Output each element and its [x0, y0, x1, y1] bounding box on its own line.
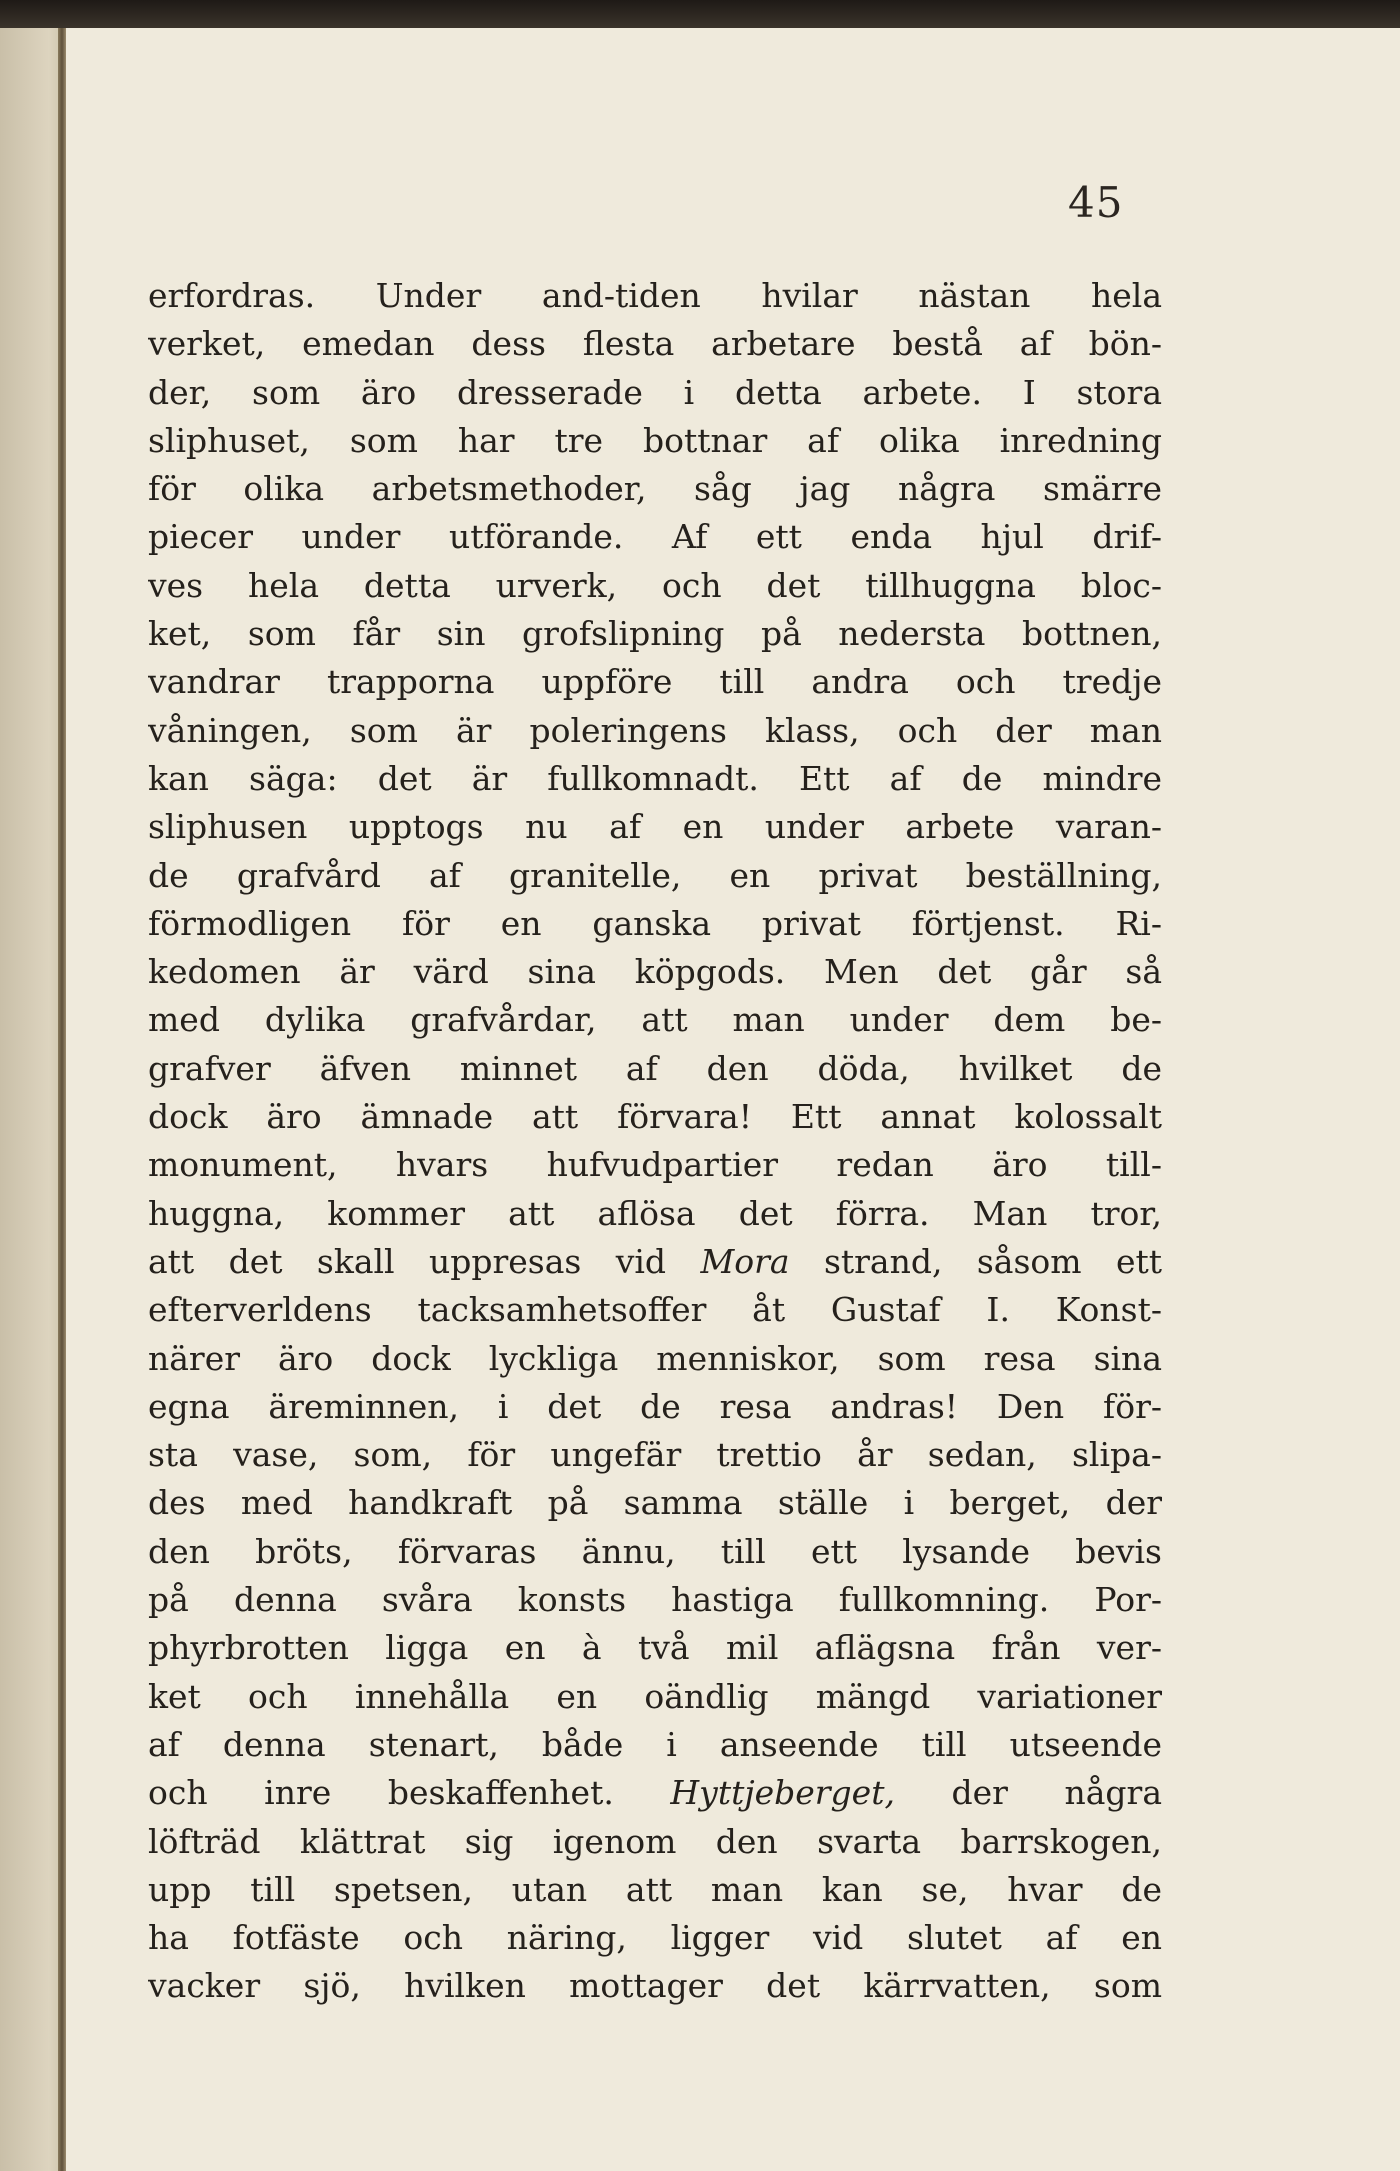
text-line: der, som äro dresserade i detta arbete. I stora	[148, 372, 1162, 412]
text-segment: att det skall uppresas vid	[148, 1241, 701, 1281]
text-line: vacker sjö, hvilken mottager det kärrvatten, som	[148, 1966, 1162, 2006]
text-line: verket, emedan dess flesta arbetare bestå af bön-	[148, 324, 1162, 364]
text-line: piecer under utförande. Af ett enda hjul drif-	[148, 517, 1162, 557]
text-line: phyrbrotten ligga en à två mil aflägsna från ver-	[148, 1628, 1162, 1668]
text-line: våningen, som är poleringens klass, och der man	[148, 710, 1162, 750]
text-line: de grafvård af granitelle, en privat beställning,	[148, 855, 1162, 895]
text-line: grafver äfven minnet af den döda, hvilket de	[148, 1048, 1162, 1088]
book-spine	[58, 28, 66, 2171]
text-line: sta vase, som, för ungefär trettio år sedan, slipa-	[148, 1435, 1162, 1475]
page-number: 45	[1068, 178, 1124, 227]
text-line: sliphusen upptogs nu af en under arbete varan-	[148, 807, 1162, 847]
text-line: förmodligen för en ganska privat förtjenst. Ri-	[148, 903, 1162, 943]
text-line: närer äro dock lyckliga menniskor, som resa sina	[148, 1338, 1162, 1378]
text-line: monument, hvars hufvudpartier redan äro till-	[148, 1145, 1162, 1185]
text-line: på denna svåra konsts hastiga fullkomning. Por-	[148, 1580, 1162, 1620]
text-line: den bröts, förvaras ännu, till ett lysande bevis	[148, 1531, 1162, 1571]
body-text	[148, 272, 1162, 2011]
italic-place-name: Mora	[700, 1241, 790, 1281]
text-line: löfträd klättrat sig igenom den svarta barrskogen,	[148, 1821, 1162, 1861]
text-line: ket och innehålla en oändlig mängd variationer	[148, 1676, 1162, 1716]
text-line	[148, 1769, 1162, 1817]
text-line: kan säga: det är fullkomnadt. Ett af de mindre	[148, 758, 1162, 798]
text-line: för olika arbetsmethoder, såg jag några smärre	[148, 469, 1162, 509]
text-segment: och inre beskaffenhet.	[148, 1773, 671, 1813]
text-line: ves hela detta urverk, och det tillhuggna bloc-	[148, 565, 1162, 605]
text-line: vandrar trapporna uppföre till andra och tredje	[148, 662, 1162, 702]
text-line	[148, 1238, 1162, 1286]
text-line: dock äro ämnade att förvara! Ett annat kolossalt	[148, 1097, 1162, 1137]
text-line: ha fotfäste och näring, ligger vid slutet af en	[148, 1918, 1162, 1958]
book-top-edge	[0, 0, 1400, 28]
text-line: kedomen är värd sina köpgods. Men det går så	[148, 952, 1162, 992]
text-line: ket, som får sin grofslipning på nedersta bottnen,	[148, 614, 1162, 654]
text-line: erfordras. Under and-tiden hvilar nästan hela	[148, 276, 1162, 315]
text-line: sliphuset, som har tre bottnar af olika inredning	[148, 420, 1162, 460]
text-segment: der några	[894, 1773, 1162, 1813]
text-line: upp till spetsen, utan att man kan se, hvar de	[148, 1869, 1162, 1909]
text-line: huggna, kommer att aflösa det förra. Man tror,	[148, 1193, 1162, 1233]
text-segment: strand, såsom ett	[789, 1241, 1162, 1281]
text-line: med dylika grafvårdar, att man under dem be-	[148, 1000, 1162, 1040]
text-line: af denna stenart, både i anseende till utseende	[148, 1724, 1162, 1764]
text-line: egna äreminnen, i det de resa andras! Den för-	[148, 1386, 1162, 1426]
text-line: des med handkraft på samma ställe i berget, der	[148, 1483, 1162, 1523]
italic-place-name: Hyttjeberget,	[670, 1773, 895, 1813]
text-line: efterverldens tacksamhetsoffer åt Gustaf I. Konst-	[148, 1290, 1162, 1330]
